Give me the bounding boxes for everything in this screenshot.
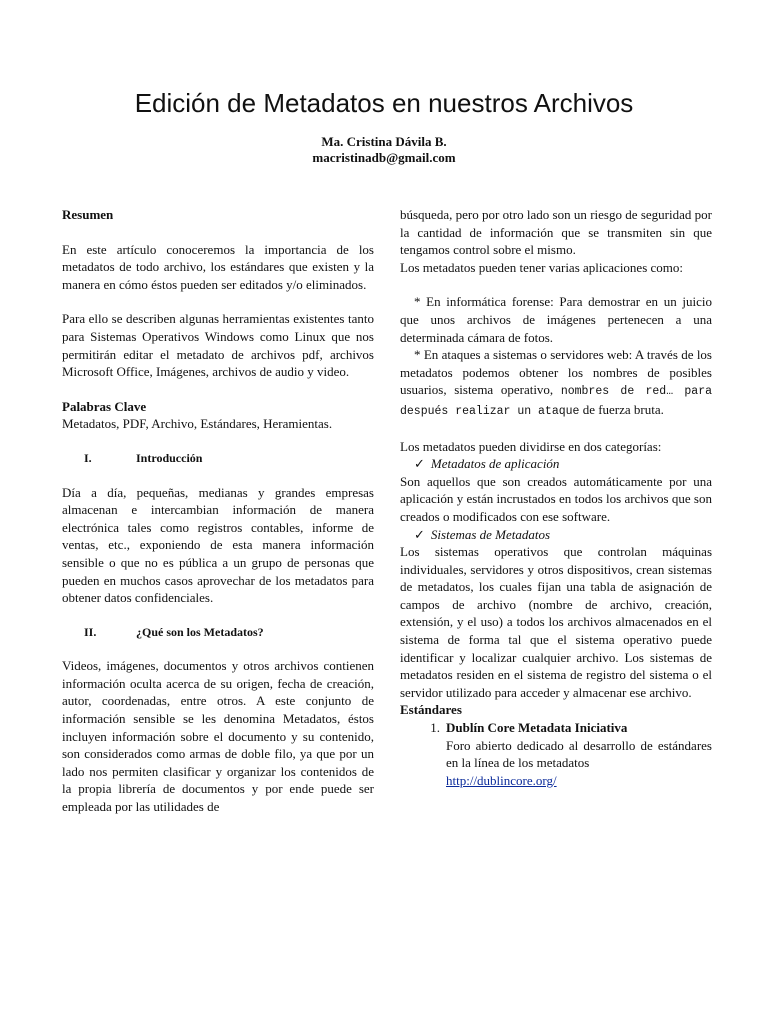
bullet-attacks-text-end: de fuerza bruta. [582,401,664,417]
checkmark-icon: ✓ [414,526,425,542]
keywords-text: Metadatos, PDF, Archivo, Estándares, Heramientas. [62,416,333,432]
bullet-forensics: * En informática forense: Para demostrar en un juicio que unos archivos de imágenes pertenecen a una determinada cámara de fotos. [400,294,712,345]
category-2-title-text: Sistemas de Metadatos [430,526,551,542]
section-1-title: Introducción [136,450,203,465]
category-2-text: Los sistemas operativos que controlan máquinas individuales, servidores y otros dispositivos, crean sistemas de metadatos, los cuales fijan una tabla de asignación de campos de archivo (nombre de archivo, creación, extensión, y el uso) a todos los archivos almacenados en el sistema de forma tal que el sistema operativo puede identificar y localizar cualquier archivo. Los sistemas de metadatos residen en el sistema de registro del sistema o el servidor utilizado para acceder y almacenar ese archivo. [400,544,712,700]
author-email: macristinadb@gmail.com [312,150,456,165]
standard-description: Foro abierto dedicado al desarrollo de estándares en la línea de los metadatos [446,737,712,771]
bullet-attacks-mono-text: nombres de red… para después realizar un ataque [400,385,712,418]
bullet-attacks [400,346,712,420]
list-item-number: 1. [430,720,440,736]
abstract-paragraph-2: Para ello se describen algunas herramientas existentes tanto para Sistemas Operativos Windows como Linux que nos permitirán editar el metadato de archivos pdf, archivos Microsoft Office, Imágenes, archivos de audio y video. [62,311,374,380]
category-2-title [400,526,712,544]
keywords-heading: Palabras Clave [62,398,147,414]
abstract-heading: Resumen [62,207,114,222]
paper-title: Edición de Metadatos en nuestros Archivos [134,88,634,118]
section-2-title: ¿Qué son los Metadatos? [136,624,264,639]
checkmark-icon: ✓ [414,456,425,472]
category-1-text: Son aquellos que son creados automáticamente por una aplicación y están incrustados en todos los archivos que son creados o modificados con ese software. [400,473,712,524]
left-column [62,206,374,816]
bullet-attacks-text: * En ataques a sistemas o servidores web: A través de los metadatos podemos obtener los nombres de posibles usuarios, sistema operativo, [400,347,712,398]
standards-list [400,719,712,789]
author-name: Ma. Cristina Dávila B. [321,134,447,149]
list-item [400,719,712,789]
applications-intro: Los metadatos pueden tener varias aplicaciones como: [400,259,684,275]
section-1-number: I. [84,450,92,465]
categories-intro: Los metadatos pueden dividirse en dos categorías: [400,438,662,454]
abstract-paragraph-1: En este artículo conoceremos la importancia de los metadatos de todo archivo, los estándares que existen y la manera en cómo éstos pueden ser editados y/o eliminados. [62,241,374,292]
standard-link[interactable]: http://dublincore.org/ [446,772,557,788]
category-1-title-text: Metadatos de aplicación [430,456,560,472]
category-1-title [400,455,712,473]
right-column [400,206,712,789]
list-item-body [446,719,712,789]
section-2-paragraph: Videos, imágenes, documentos y otros archivos contienen información oculta acerca de su origen, fecha de creación, autor, coordenadas, entre otros. A este conjunto de información sensible se les denomina Metadatos, éstos incluyen información sobre el documento y su contenido, son considerados como armas de doble filo, ya que por un lado nos permiten clasificar y organizar los contenidos de la propia librería de documentos y por ende puede ser empleada por las utilidades de [62,658,374,815]
section-2-number: II. [84,624,97,639]
standards-heading: Estándares [400,702,462,718]
section-2-heading [62,624,374,642]
section-1-paragraph: Día a día, pequeñas, medianas y grandes empresas almacenan e intercambian información de manera electrónica tales como registros contables, informe de ventas, etc., exponiendo de esta manera información sensible o que no es pública a un grupo de personas que pueden en muchos casos aprovechar de los metadatos para obtener datos confidenciales. [62,484,374,606]
section-1-heading [62,450,374,468]
standard-name: Dublín Core Metadata Iniciativa [446,720,628,736]
continued-paragraph: búsqueda, pero por otro lado son un riesgo de seguridad por la cantidad de información que se transmiten sin que tengamos control sobre el mismo. [400,207,712,258]
